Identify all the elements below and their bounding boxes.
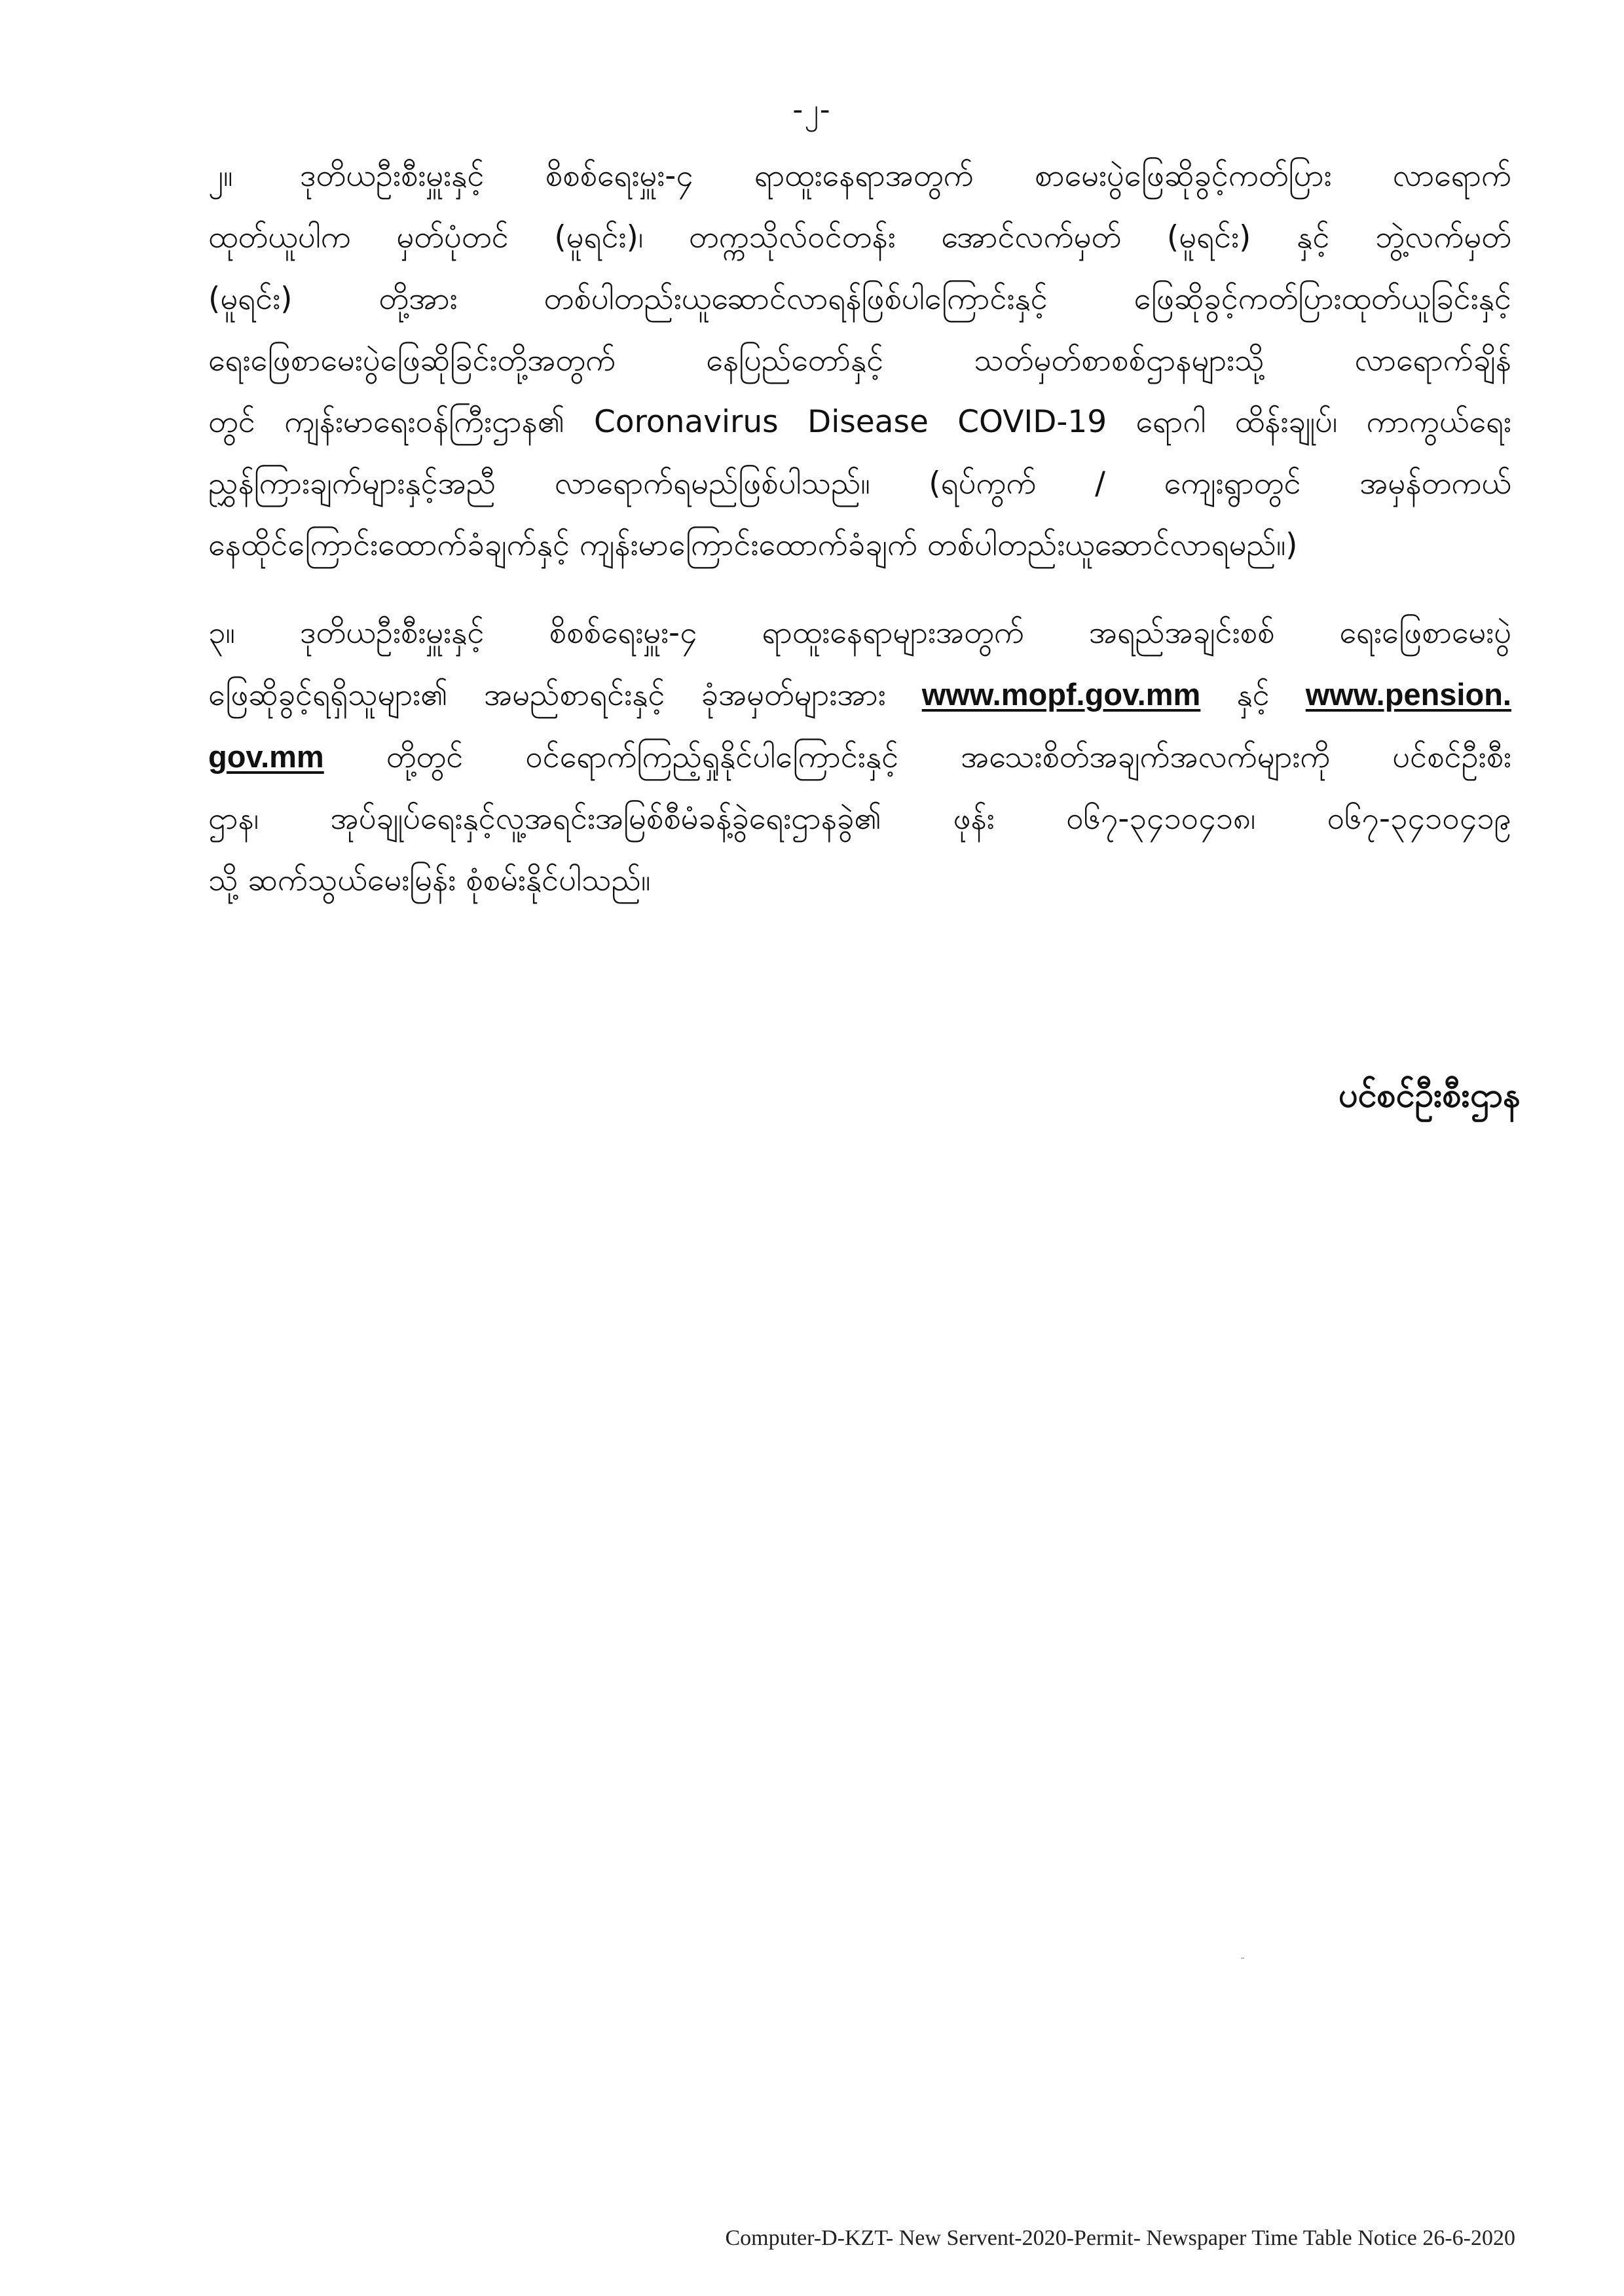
- paragraph-3-line-5: သို့ ဆက်သွယ်မေးမြန်း စုံစမ်းနိုင်ပါသည်။: [208, 862, 651, 898]
- paragraph-3-text-2b: နှင့်: [1236, 677, 1270, 713]
- paragraph-3-text-2a: ဖြေဆိုခွင့်ရရှိသူများ၏ အမည်စာရင်းနှင့် ခုံအမှတ်များအား: [208, 677, 886, 713]
- paragraph-2: [208, 145, 1511, 576]
- pension-website-link-part-1[interactable]: www.pension.: [1305, 677, 1511, 712]
- paragraph-2-line-5: တွင် ကျန်းမာရေးဝန်ကြီးဌာန၏ Coronavirus Disease COVID-19 ရောဂါ ထိန်းချုပ်၊ ကာကွယ်ရေး: [208, 404, 1511, 440]
- paragraph-3: [208, 602, 1511, 911]
- page-number: -၂-: [792, 93, 832, 126]
- paragraph-2-number: ၂။: [208, 158, 233, 194]
- scan-speck: [1241, 1958, 1244, 1959]
- paragraph-2-line-6: ညွှန်ကြားချက်များနှင့်အညီ လာရောက်ရမည်ဖြစ်ပါသည်။ (ရပ်ကွက် / ကျေးရွာတွင် အမှန်တကယ်: [208, 465, 1511, 501]
- paragraph-2-line-4: ရေးဖြေစာမေးပွဲဖြေဆိုခြင်းတို့အတွက် နေပြည်တော်နှင့် သတ်မှတ်စာစစ်ဌာနများသို့ လာရောက်ချိန်: [208, 342, 1511, 378]
- signature-department: ပင်စင်ဦးစီးဌာန: [1338, 1076, 1521, 1115]
- footer-file-reference: Computer-D-KZT- New Servent-2020-Permit- Newspaper Time Table Notice 26-6-2020: [725, 2226, 1515, 2250]
- paragraph-2-line-7: နေထိုင်ကြောင်းထောက်ခံချက်နှင့် ကျန်းမာကြောင်းထောက်ခံချက် တစ်ပါတည်းယူဆောင်လာရမည်။): [208, 527, 1298, 563]
- pension-website-link-part-2[interactable]: gov.mm: [208, 739, 324, 774]
- paragraph-2-line-3: (မူရင်း) တို့အား တစ်ပါတည်းယူဆောင်လာရန်ဖြစ်ပါကြောင်းနှင့် ဖြေဆိုခွင့်ကတ်ပြားထုတ်ယူခြင်းနှင့်: [208, 281, 1511, 317]
- paragraph-3-line-1: [208, 602, 1511, 664]
- paragraph-2-line-2: ထုတ်ယူပါက မှတ်ပုံတင် (မူရင်း)၊ တက္ကသိုလ်ဝင်တန်း အောင်လက်မှတ် (မူရင်း) နှင့် ဘွဲ့လက်မှတ်: [208, 219, 1511, 255]
- paragraph-3-text-1: ဒုတိယဦးစီးမှူးနှင့် စိစစ်ရေးမှူး-၄ ရာထူးနေရာများအတွက် အရည်အချင်းစစ် ရေးဖြေစာမေးပွဲ: [300, 615, 1511, 651]
- paragraph-3-line-3: [208, 726, 1511, 788]
- paragraph-2-text-1: ဒုတိယဦးစီးမှူးနှင့် စိစစ်ရေးမှူး-၄ ရာထူးနေရာအတွက် စာမေးပွဲဖြေဆိုခွင့်ကတ်ပြား လာရောက်: [300, 158, 1511, 194]
- paragraph-3-text-3: တို့တွင် ဝင်ရောက်ကြည့်ရှုနိုင်ပါကြောင်းနှင့် အသေးစိတ်အချက်အလက်များကို ပင်စင်ဦးစီး: [386, 739, 1511, 775]
- paragraph-2-line-1: [208, 145, 1511, 207]
- mopf-website-link[interactable]: www.mopf.gov.mm: [921, 677, 1201, 712]
- paragraph-3-number: ၃။: [208, 615, 235, 651]
- paragraph-3-line-4: ဌာန၊ အုပ်ချုပ်ရေးနှင့်လူ့အရင်းအမြစ်စီမံခန့်ခွဲရေးဌာနခွဲ၏ ဖုန်း ၀၆၇-၃၄၁၀၄၁၈၊ ၀၆၇-၃၄၁၀၄၁၉: [208, 801, 1511, 837]
- paragraph-3-line-2: [208, 664, 1511, 726]
